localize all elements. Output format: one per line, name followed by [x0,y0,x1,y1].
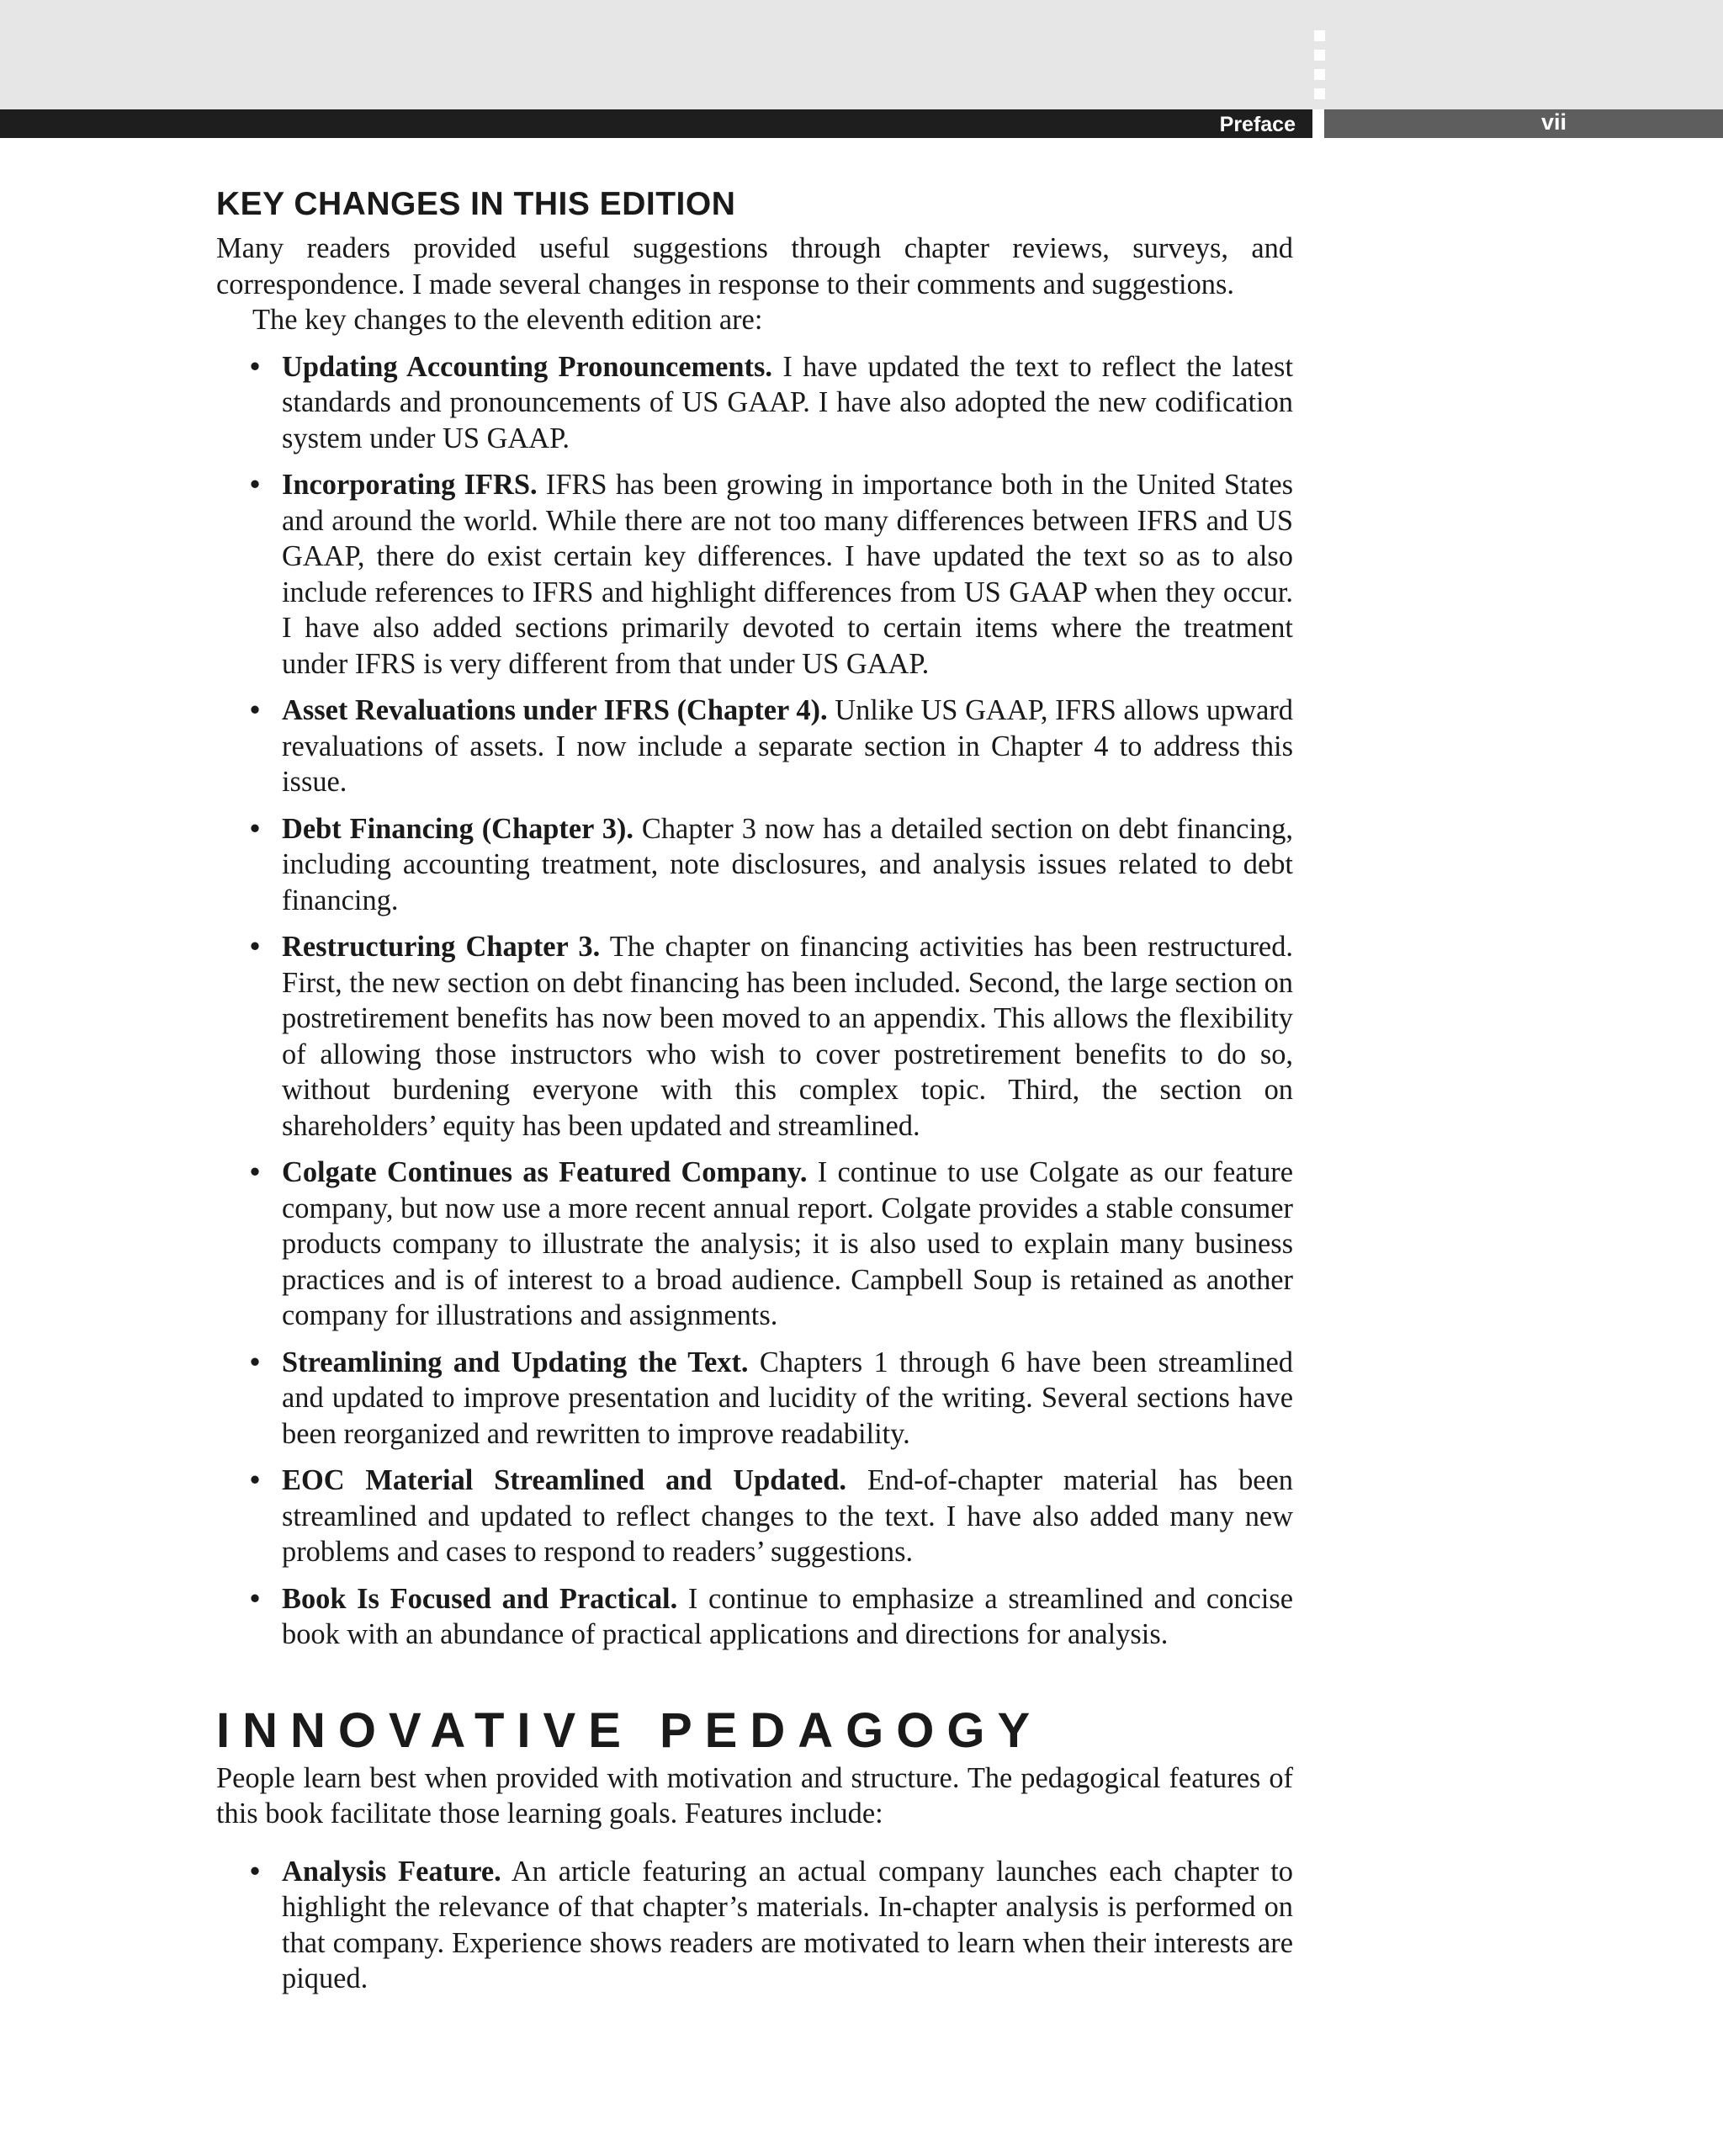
header-bar-accent [1324,109,1723,138]
item-title: Debt Financing (Chapter 3). [282,812,634,845]
list-item [216,811,1293,919]
item-text: The chapter on financing activities has been restructured. First, the new section on debt financing has been included. Second, the large section on postretirement benefits has now been moved to an appendix. This allows the flexibility of allowing those instructors who wish to cover postretirement benefits to do so, without burdening everyone with this complex topic. Third, the section on shareholders’ equity has been updated and streamlined. [282,931,1293,1142]
list-item [216,693,1293,800]
item-title: Asset Revaluations under IFRS (Chapter 4). [282,694,828,726]
bullet-icon: • [250,1156,261,1188]
list-item [216,467,1293,682]
header-bar [0,109,1312,138]
item-title: Colgate Continues as Featured Company. [282,1156,808,1188]
item-text: Unlike US GAAP, IFRS allows upward revaluations of assets. I now include a separate section in Chapter 4 to address this issue. [282,694,1293,798]
list-item [216,1854,1293,1997]
section-heading-key-changes: KEY CHANGES IN THIS EDITION [216,186,736,222]
bullet-icon: • [250,469,261,501]
item-text: I continue to emphasize a streamlined and concise book with an abundance of practical applications and directions for analysis. [282,1582,1293,1650]
bullet-icon: • [250,1464,261,1496]
decorative-dots [1314,30,1326,108]
list-item [216,1463,1293,1570]
item-title: Incorporating IFRS. [282,469,538,501]
item-text: An article featuring an actual company launches each chapter to highlight the relevance of that chapter’s materials. In-chapter analysis is performed on that company. Experience shows readers are motivated to learn when their interests are piqued. [282,1855,1294,1994]
list-item [216,1345,1293,1452]
pedagogy-list [216,1854,1293,1997]
item-title: Restructuring Chapter 3. [282,931,601,963]
item-title: Updating Accounting Pronouncements. [282,350,772,383]
item-text: IFRS has been growing in importance both in the United States and around the world. While there are not too many differences between IFRS and US GAAP, there do exist certain key differences. I have updated the text so as to also include references to IFRS and highlight differences from US GAAP when they occur. I have also added sections primarily devoted to certain items where the treatment under IFRS is very different from that under US GAAP. [282,469,1293,680]
bullet-icon: • [250,931,261,963]
list-item [216,1581,1293,1653]
running-head: Preface [1219,113,1296,136]
bullet-icon: • [250,1346,261,1378]
item-text: I have updated the text to reflect the latest standards and pronouncements of US GAAP. I have also adopted the new codification system under US GAAP. [282,350,1293,454]
list-item [216,1155,1293,1334]
list-item [216,929,1293,1144]
item-title: Analysis Feature. [282,1855,501,1888]
item-text: Chapters 1 through 6 have been streamlined and updated to improve presentation and lucidity of the writing. Several sections have been reorganized and rewritten to improve readability. [282,1346,1293,1450]
list-item [216,349,1293,457]
key-changes-list [216,349,1293,1653]
bullet-icon: • [250,350,261,383]
key-changes-lead: The key changes to the eleventh edition are: [252,304,763,336]
bullet-icon: • [250,694,261,726]
bullet-icon: • [250,1855,261,1888]
item-text: I continue to use Colgate as our feature company, but now use a more recent annual report. Colgate provides a stable consumer products company to illustrate the analysis; it is also used to explain many business practices and is of interest to a broad audience. Campbell Soup is retained as another company for illustrations and assignments. [282,1156,1293,1331]
bullet-icon: • [250,812,261,845]
pedagogy-intro: People learn best when provided with motivation and structure. The pedagogical features of this book facilitate those learning goals. Features include: [216,1761,1293,1829]
bullet-icon: • [250,1582,261,1615]
item-title: Book Is Focused and Practical. [282,1582,678,1615]
item-title: Streamlining and Updating the Text. [282,1346,749,1378]
page-content [216,178,1293,2008]
item-text: Chapter 3 now has a detailed section on debt financing, including accounting treatment, note disclosures, and analysis issues related to debt financing. [282,812,1293,916]
top-band [0,0,1723,109]
item-text: End-of-chapter material has been streamlined and updated to reflect changes to the text. I have also added many new problems and cases to respond to readers’ suggestions. [282,1464,1293,1568]
section-heading-pedagogy: INNOVATIVE PEDAGOGY [216,1702,1043,1758]
page-number: vii [1541,109,1567,135]
key-changes-intro: Many readers provided useful suggestions through chapter reviews, surveys, and correspondence. I made several changes in response to their comments and suggestions. [216,232,1293,300]
item-title: EOC Material Streamlined and Updated. [282,1464,847,1496]
